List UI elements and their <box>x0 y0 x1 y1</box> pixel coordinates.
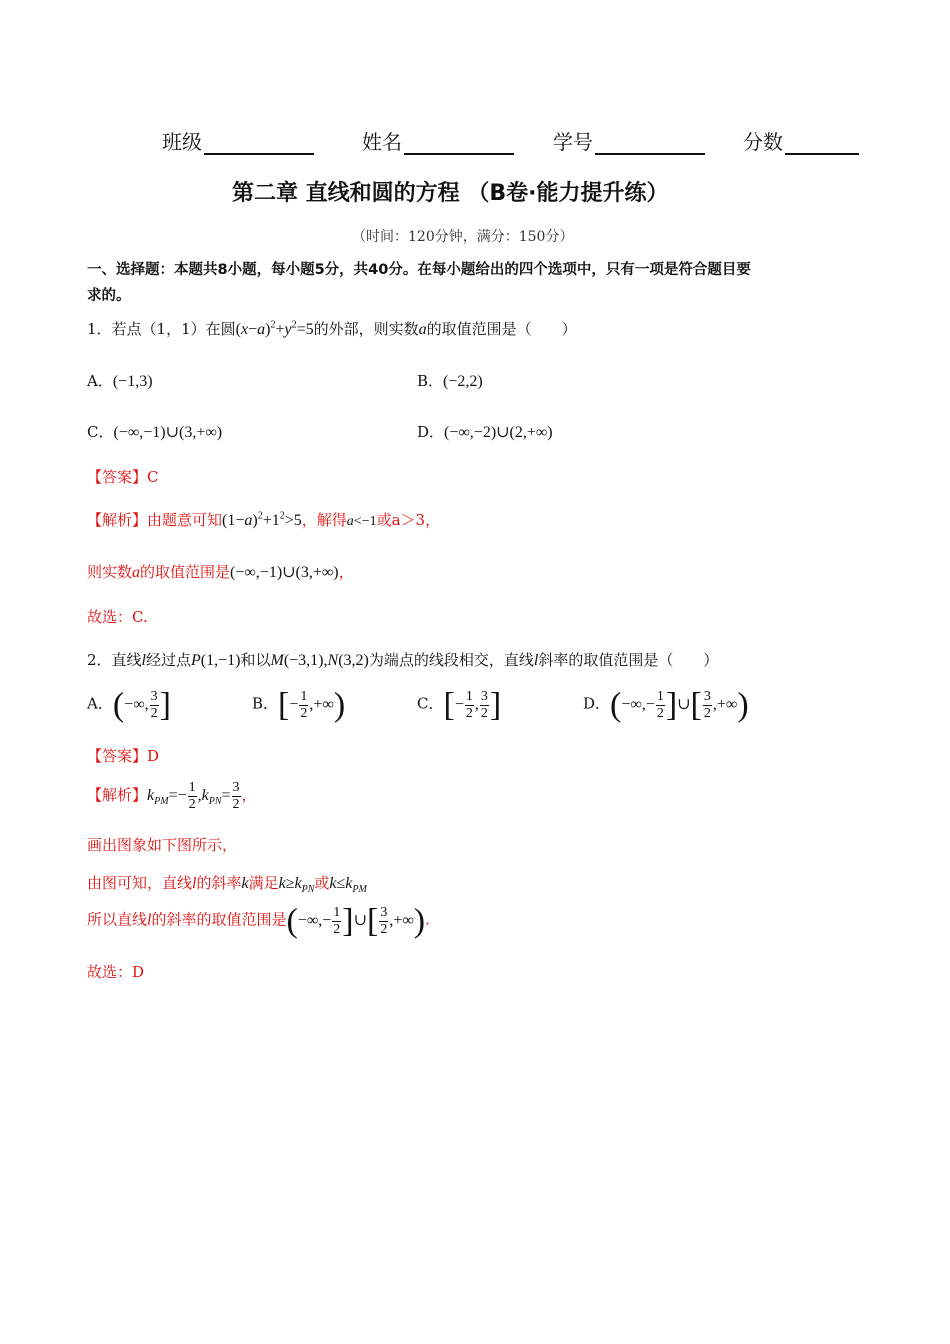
q1-option-d[interactable]: D．(−∞,−2)∪(2,+∞) <box>417 423 553 441</box>
id-label: 学号 <box>553 130 593 154</box>
q2-option-a[interactable]: A．(−∞, $\frac{3}{2}$ ] <box>87 686 171 723</box>
q2-answer: 【答案】D <box>87 747 160 765</box>
q2-choose: 故选：D <box>87 963 145 981</box>
q1-choose: 故选：C. <box>87 608 148 626</box>
class-label: 班级 <box>162 130 202 154</box>
id-blank[interactable] <box>595 131 705 155</box>
q1-analysis: 【解析】由题意可知$(1-a)^2+1^2>5$，解得a<−1或a＞3， <box>87 510 441 529</box>
q1-option-b[interactable]: B．(−2,2) <box>417 372 483 390</box>
q1-answer: 【答案】C <box>87 468 159 486</box>
q1-option-a[interactable]: A．(−1,3) <box>87 372 153 390</box>
page-subtitle: （时间：120分钟，满分：150分） <box>352 229 574 245</box>
q1-stem: 1．若点（1，1）在圆$(x-a)^2+y^2=5$的外部，则实数a的取值范围是（ ） <box>87 319 577 338</box>
q2-analysis: 【解析】$k_{PM}=-$ $\frac{1}{2}$ $,k_{PN}=$ $\frac{3}{2}$ ， <box>87 780 257 812</box>
q2-draw: 画出图象如下图所示， <box>87 836 238 854</box>
class-field <box>162 126 314 155</box>
score-field <box>743 126 859 155</box>
q2-option-b[interactable]: B．[− $\frac{1}{2}$ ,+∞) <box>252 686 346 723</box>
name-label: 姓名 <box>362 130 402 154</box>
q2-stem: 2．直线l经过点P(1,−1)和以M(−3,1),N(3,2)为端点的线段相交，直线l斜率的取值范围是（ ） <box>87 651 719 669</box>
q2-option-d[interactable]: D．(−∞,− $\frac{1}{2}$ ]∪[ $\frac{3}{2}$ ,+∞) <box>583 686 749 723</box>
class-blank[interactable] <box>204 131 314 155</box>
section-heading-line1: 一、选择题：本题共8小题，每小题5分，共40分。在每小题给出的四个选项中，只有一项是符合题目要 <box>87 262 751 278</box>
score-blank[interactable] <box>785 131 859 155</box>
id-field <box>553 126 705 155</box>
circle-equation: $(x-a)^2+y^2=5$ <box>235 319 314 338</box>
page-title: 第二章 直线和圆的方程 （B卷·能力提升练） <box>232 181 669 206</box>
q1-analysis-range: 则实数a的取值范围是(−∞,−1)∪(3,+∞)， <box>87 563 354 581</box>
name-field <box>362 126 514 155</box>
q2-from-figure: 由图可知，直线l的斜率k满足$k\ge k_{PN}$或$k\le k_{PM}$ <box>87 874 367 896</box>
score-label: 分数 <box>743 130 783 154</box>
section-heading-line2: 求的。 <box>87 288 131 304</box>
q2-option-c[interactable]: C．[− $\frac{1}{2}$ , $\frac{3}{2}$ ] <box>417 686 502 723</box>
q1-option-c[interactable]: C．(−∞,−1)∪(3,+∞) <box>87 423 223 441</box>
q2-conclusion: 所以直线l的斜率的取值范围是(−∞,− $\frac{1}{2}$ ]∪[ $\frac{3}{2}$ ,+∞). <box>87 902 430 939</box>
name-blank[interactable] <box>404 131 514 155</box>
